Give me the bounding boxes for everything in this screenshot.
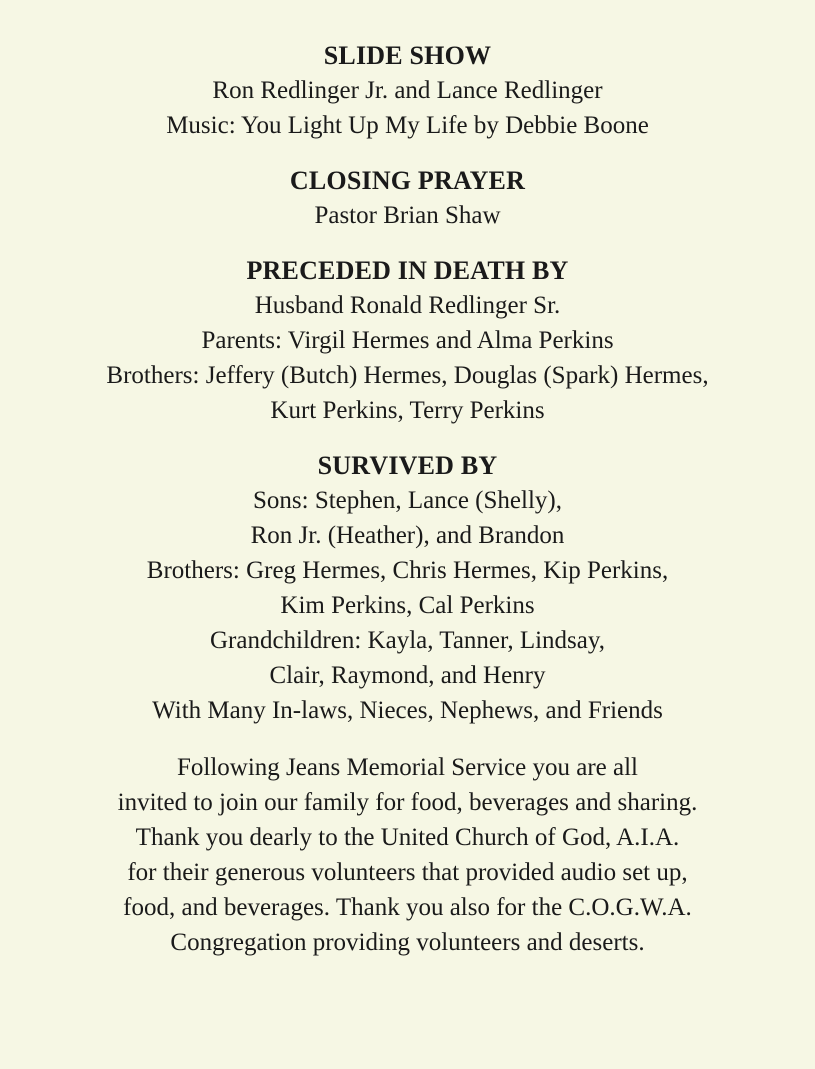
preceded-line: Brothers: Jeffery (Butch) Hermes, Douglas (Spark) Hermes, — [106, 362, 709, 389]
survived-line: Clair, Raymond, and Henry — [269, 662, 546, 689]
survived-line: Ron Jr. (Heather), and Brandon — [250, 522, 565, 549]
survived-line: Brothers: Greg Hermes, Chris Hermes, Kip Perkins, — [146, 557, 669, 584]
closing-note-line: food, and beverages. Thank you also for the C.O.G.W.A. — [123, 894, 692, 921]
closing-prayer-heading: CLOSING PRAYER — [289, 166, 526, 195]
preceded-heading: PRECEDED IN DEATH BY — [246, 256, 569, 285]
closing-note-line: Congregation providing volunteers and deserts. — [170, 929, 645, 956]
survived-section — [0, 448, 815, 728]
survived-line: Grandchildren: Kayla, Tanner, Lindsay, — [209, 627, 606, 654]
preceded-line: Parents: Virgil Hermes and Alma Perkins — [201, 327, 614, 354]
closing-prayer-line: Pastor Brian Shaw — [314, 202, 501, 229]
preceded-line: Kurt Perkins, Terry Perkins — [270, 397, 545, 424]
closing-note-line: Thank you dearly to the United Church of God, A.I.A. — [135, 824, 680, 851]
closing-note-line: invited to join our family for food, beverages and sharing. — [117, 789, 698, 816]
slide-show-section — [0, 38, 815, 143]
survived-line: Sons: Stephen, Lance (Shelly), — [253, 487, 562, 514]
slide-show-line: Music: You Light Up My Life by Debbie Boone — [166, 112, 649, 139]
closing-note-line: for their generous volunteers that provided audio set up, — [127, 859, 688, 886]
survived-line: Kim Perkins, Cal Perkins — [280, 592, 535, 619]
closing-prayer-section — [0, 163, 815, 233]
slide-show-line: Ron Redlinger Jr. and Lance Redlinger — [212, 77, 603, 104]
survived-heading: SURVIVED BY — [317, 451, 498, 480]
closing-note — [0, 750, 815, 960]
closing-note-line: Following Jeans Memorial Service you are all — [177, 754, 638, 781]
slide-show-heading: SLIDE SHOW — [323, 41, 492, 70]
survived-line: With Many In-laws, Nieces, Nephews, and Friends — [152, 697, 663, 724]
preceded-line: Husband Ronald Redlinger Sr. — [254, 292, 561, 319]
preceded-section — [0, 253, 815, 428]
